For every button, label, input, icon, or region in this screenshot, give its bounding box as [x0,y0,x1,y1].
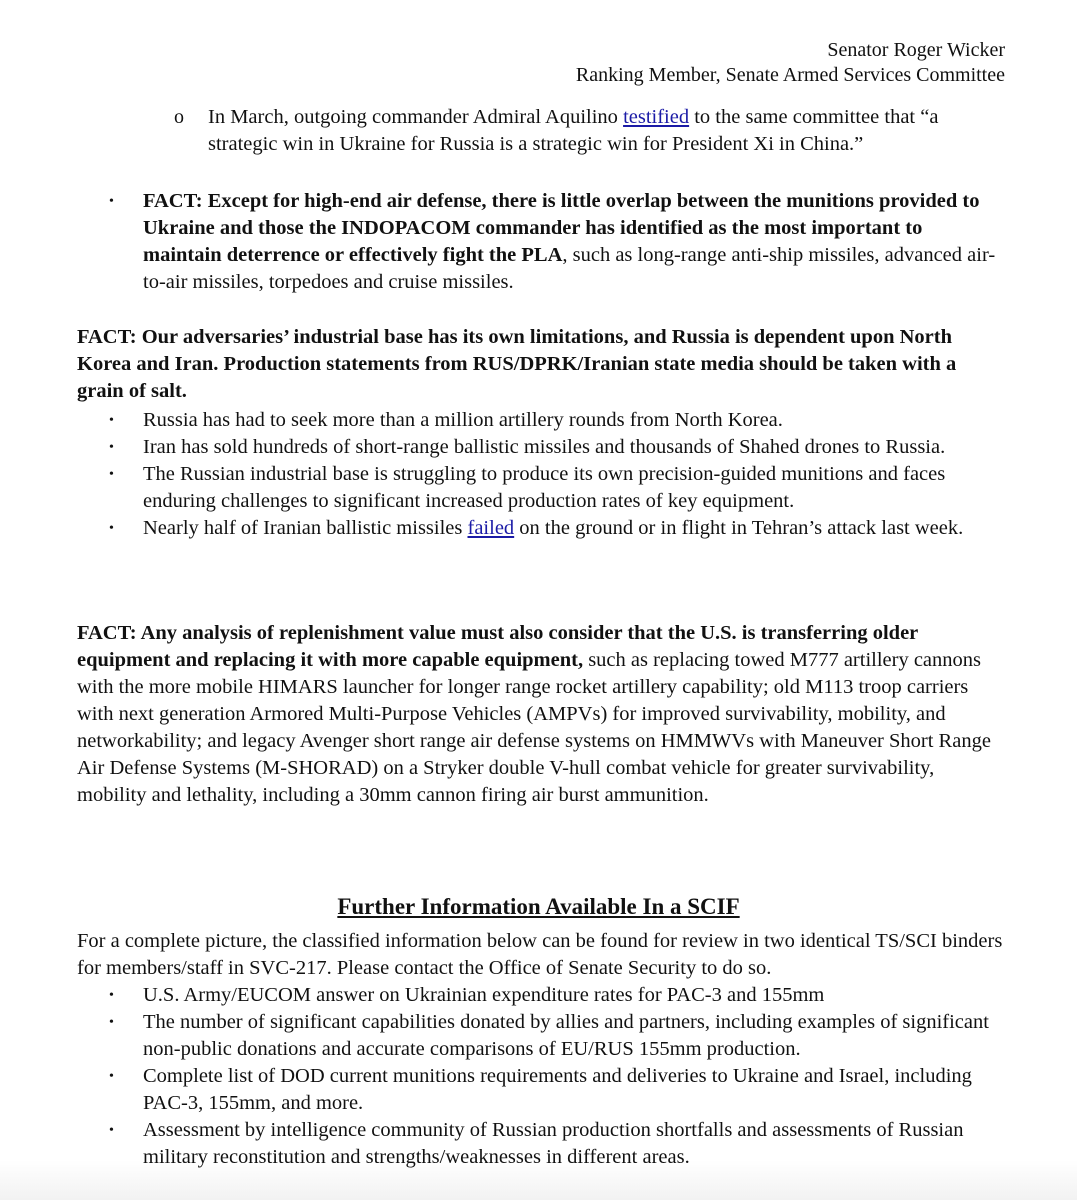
bullet-icon: • [109,1123,114,1138]
scif-intro: For a complete picture, the classified information below can be found for review in two identical TS/SCI binders for members/staff in SVC-217. Please contact the Office of Senate Security to do so. [77,930,1003,979]
fact-indopacom-normal: , such as long-range anti-ship missiles, advanced air-to-air missiles, torpedoes and cruise missiles. [143,244,996,293]
fact-adversaries-heading-text: FACT: Our adversaries’ industrial base has its own limitations, and Russia is dependent upon North Korea and Iran. Production statements from RUS/DPRK/Iranian state media should be taken with a grain of salt. [77,326,957,402]
scif-section-title: Further Information Available In a SCIF [337,894,740,919]
bullet-icon: • [109,467,114,482]
adversaries-list [109,407,1003,542]
list-item [109,461,1003,515]
list-item [109,1063,1003,1117]
fact-indopacom-bold: FACT: Except for high-end air defense, there is little overlap between the munitions provided to Ukraine and those the INDOPACOM commander has identified as the most important to maintain deterrence or effectively fight the PLA [143,190,980,266]
aquilino-quote-item [208,104,1008,158]
failed-link[interactable]: failed [467,517,515,539]
fact-replenishment-bold: FACT: Any analysis of replenishment value must also consider that the U.S. is transferring older equipment and replacing it with more capable equipment, [77,622,918,671]
testified-link[interactable]: testified [623,106,690,128]
list-item [109,1117,1003,1171]
list-item-text: Iran has sold hundreds of short-range ballistic missiles and thousands of Shahed drones to Russia. [143,436,946,458]
list-item [109,434,1003,461]
fact-indopacom [143,188,1003,296]
hollow-bullet-icon: o [174,106,184,128]
senator-name: Senator Roger Wicker [827,39,1005,61]
list-item-text: The number of significant capabilities donated by allies and partners, including examples of significant non-public donations and accurate comparisons of EU/RUS 155mm production. [143,1011,989,1060]
list-item [109,1009,1003,1063]
document-header [576,38,1005,88]
senator-title: Ranking Member, Senate Armed Services Committee [575,64,1005,86]
list-item-text: Russia has had to seek more than a million artillery rounds from North Korea. [143,409,783,431]
fact-replenishment [77,620,1007,809]
aquilino-text-before: In March, outgoing commander Admiral Aquilino [208,106,624,128]
bullet-icon: • [109,413,114,428]
bullet-icon: • [109,440,114,455]
fact-replenishment-normal: such as replacing towed M777 artillery cannons with the more mobile HIMARS launcher for longer range rocket artillery capability; old M113 troop carriers with next generation Armored Multi-Purpose Vehicles (AMPVs) for improved survivability, mobility, and networkability; and legacy Avenger short range air defense systems on HMMWVs with Maneuver Short Range Air Defense Systems (M-SHORAD) on a Stryker double V-hull combat vehicle for greater survivability, mobility and lethality, including a 30mm cannon firing air burst ammunition. [77,649,991,806]
list-item-text: U.S. Army/EUCOM answer on Ukrainian expenditure rates for PAC-3 and 155mm [143,984,825,1006]
list-item [109,515,1003,542]
fact-adversaries-heading [77,324,1007,405]
list-item-text: The Russian industrial base is struggling to produce its own precision-guided munitions and faces enduring challenges to significant increased production rates of key equipment. [143,463,946,512]
list-item-text-after: on the ground or in flight in Tehran’s attack last week. [514,517,964,539]
list-item-text: Complete list of DOD current munitions requirements and deliveries to Ukraine and Israel, including PAC-3, 155mm, and more. [143,1065,972,1114]
list-item-text: Assessment by intelligence community of Russian production shortfalls and assessments of Russian military reconstitution and strengths/weaknesses in different areas. [143,1119,964,1168]
bullet-icon: • [109,521,114,536]
list-item-text-before: Nearly half of Iranian ballistic missiles [143,517,468,539]
scif-list [109,982,1003,1171]
bullet-icon: • [109,1015,114,1030]
aquilino-text-after: to the same committee that “a strategic win in Ukraine for Russia is a strategic win for President Xi in China.” [208,106,939,155]
list-item [109,407,1003,434]
bullet-icon: • [109,988,114,1003]
list-item [109,982,1003,1009]
bullet-icon: • [109,194,114,209]
bullet-icon: • [109,1069,114,1084]
